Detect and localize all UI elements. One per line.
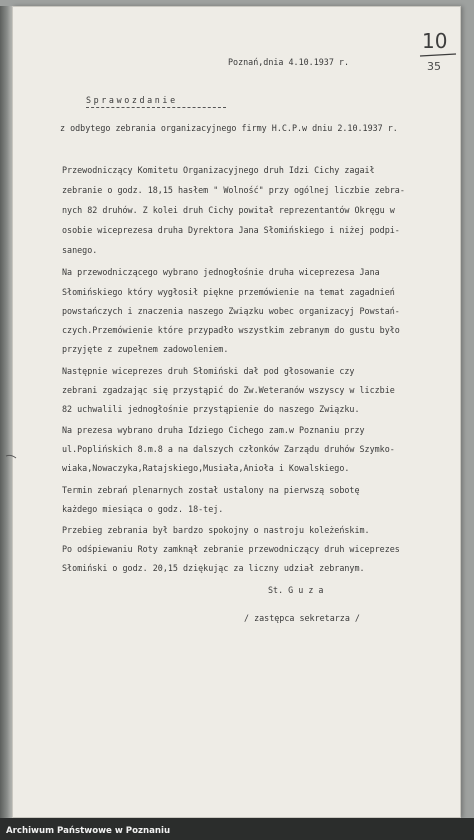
- signature-name: St. G u z a: [268, 585, 324, 595]
- signature-role: / zastępca sekretarza /: [244, 613, 360, 623]
- body-line: Na prezesa wybrano druha Idziego Cichego zam.w Poznaniu przy: [62, 425, 365, 435]
- binding-edge: [0, 6, 12, 818]
- folio-number: 10: [422, 29, 448, 53]
- document-date: Poznań,dnia 4.10.1937 r.: [228, 57, 350, 67]
- body-line: Słomińskiego który wygłosił piękne przemówienie na temat zagadnień: [62, 287, 395, 297]
- archive-name: Archiwum Państwowe w Poznaniu: [6, 826, 171, 836]
- body-line: Po odśpiewaniu Roty zamknął zebranie przewodniczący druh wiceprezes: [62, 544, 400, 554]
- body-line: sanego.: [62, 245, 98, 255]
- body-line: Przebieg zebrania był bardzo spokojny o nastroju koleżeńskim.: [62, 525, 370, 535]
- body-line: zebranie o godz. 18,15 hasłem " Wolność" przy ogólnej liczbie zebra-: [62, 185, 405, 195]
- document-subtitle: z odbytego zebrania organizacyjnego firmy H.C.P.w dniu 2.10.1937 r.: [60, 123, 398, 133]
- archive-folio-number: [418, 26, 458, 76]
- folio-sub-number: 35: [427, 60, 441, 73]
- body-line: zebrani zgadzając się przystąpić do Zw.Weteranów wszyscy w liczbie: [62, 385, 395, 395]
- body-line: wiaka,Nowaczyka,Ratajskiego,Musiała,Anioła i Kowalskiego.: [62, 463, 350, 473]
- body-line: powstańczych i znaczenia naszego Związku wobec organizacyj Powstań-: [62, 306, 400, 316]
- body-line: Słomiński o godz. 20,15 dziękując za liczny udział zebranym.: [62, 563, 365, 573]
- body-line: każdego miesiąca o godz. 18-tej.: [62, 504, 224, 514]
- body-line: nych 82 druhów. Z kolei druh Cichy powitał reprezentantów Okręgu w: [62, 205, 395, 215]
- body-line: Na przewodniczącego wybrano jednogłośnie druha wiceprezesa Jana: [62, 267, 380, 277]
- body-line: czych.Przemówienie które przypadło wszystkim zebranym do gustu było: [62, 325, 400, 335]
- body-line: Przewodniczący Komitetu Organizacyjnego druh Idzi Cichy zagaił: [62, 165, 375, 175]
- margin-mark: [4, 452, 18, 466]
- body-line: osobie wiceprezesa druha Dyrektora Jana Słomińskiego i niżej podpi-: [62, 225, 400, 235]
- body-line: przyjęte z zupełnem zadowoleniem.: [62, 344, 229, 354]
- body-line: Następnie wiceprezes druh Słomiński dał pod głosowanie czy: [62, 366, 355, 376]
- document-title: Sprawozdanie: [86, 95, 178, 105]
- title-underline: [86, 107, 226, 108]
- body-line: ul.Poplińskich 8.m.8 a na dalszych członków Zarządu druhów Szymko-: [62, 444, 395, 454]
- body-line: Termin zebrań plenarnych został ustalony na pierwszą sobotę: [62, 485, 360, 495]
- body-line: 82 uchwalili jednogłośnie przystąpienie do naszego Związku.: [62, 404, 360, 414]
